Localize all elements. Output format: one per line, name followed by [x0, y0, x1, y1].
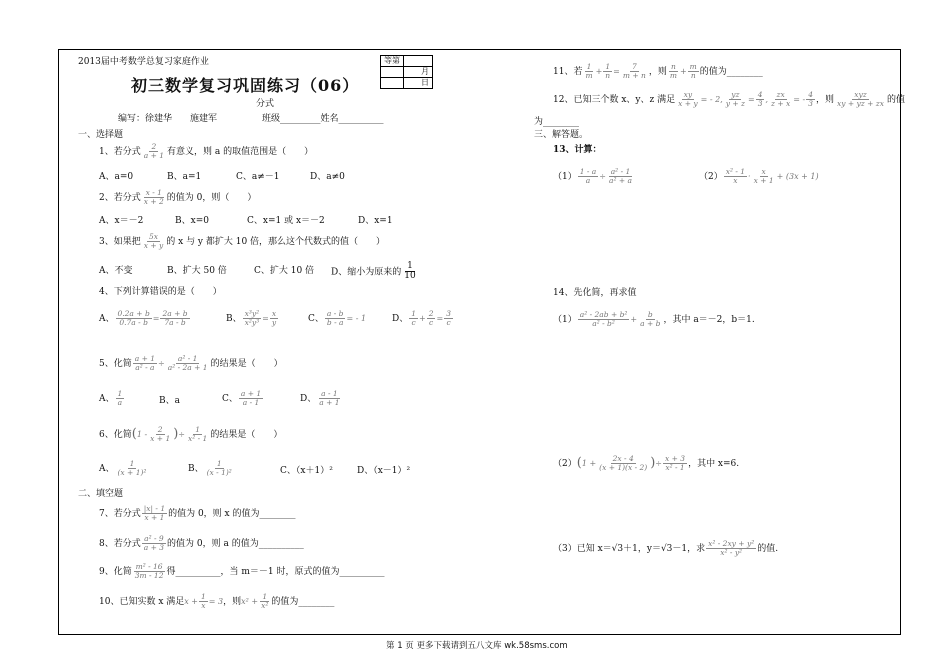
q7-n: |x| - 1 [143, 504, 166, 513]
day-cell [381, 78, 404, 89]
q5-option-c [222, 390, 264, 407]
q1-option-a: A、a=0 [99, 172, 134, 182]
q10-expr2-lead: x² + [241, 596, 259, 606]
q7-fraction [142, 505, 167, 522]
q12-n4: xyz [854, 90, 867, 99]
q5-d-frac [317, 390, 341, 407]
q14-p2-d2: x² - 1 [665, 462, 685, 472]
q10-frac2 [259, 593, 270, 610]
q11-d5: n [690, 70, 696, 80]
q4-b-n2: x [271, 309, 277, 318]
q3-option-a: A、不变 [99, 266, 133, 276]
q5-a-d: a [117, 397, 123, 407]
q14-p2-label: （2） [553, 458, 577, 469]
q5-d-label: D、 [300, 393, 317, 404]
q2-numerator: x - 1 [145, 188, 162, 197]
q11-frac5 [688, 63, 699, 80]
q12-r2n: 4 [757, 90, 763, 99]
q9-prefix: 9、化简 [99, 566, 132, 577]
q13-p1-label: （1） [553, 171, 577, 182]
q14-p3-label: （3）已知 x＝ [553, 543, 612, 554]
q6-suffix: 的结果是（ ） [210, 429, 283, 440]
q4-a-label: A、 [99, 313, 115, 324]
q11-n5: m [689, 62, 697, 71]
q4-d-frac3 [444, 310, 453, 327]
q12-frac4 [835, 91, 886, 108]
q14-p2-lead: 1 + [581, 458, 597, 468]
q13-part-1: （1） $\frac{1 - a}{a}$ ÷ $\frac{\text{a² - 1}}{\text{a² + a}}$ [553, 167, 632, 185]
q14-p2-suffix: ，其中 x=6. [688, 458, 740, 469]
q13-p2-label: （2） [699, 171, 723, 182]
q5-d-d: a + 1 [319, 397, 340, 407]
q14-part-3 [553, 540, 778, 557]
q6-b-frac [205, 460, 234, 477]
q3-d-denominator: 10 [404, 271, 416, 282]
q5-d2: a² - 2a + 1 [167, 362, 208, 372]
q5-c-n: a + 1 [240, 389, 262, 398]
q14-p2-n1: 2x - 4 [612, 454, 634, 463]
q5-option-b: B、a [159, 396, 180, 406]
question-12: 12、已知三个数 x、y、z 满足 $\frac{xy}{x + y}$ = - 2, $\frac{yz}{y + z}$ = $\frac{4}{3}$ , $\frac{zx}{z + x}$ = - $\frac{4}{3}$ ，则 xyz xy + yz + zx 的值 [553, 90, 905, 108]
q6-b-label: B、 [188, 463, 204, 474]
q10-n1: 1 [201, 592, 206, 601]
q3-suffix: 的 x 与 y 都扩大 10 倍，那么这个代数式的值（ ） [166, 236, 386, 247]
q13-p2-frac1 [724, 168, 747, 185]
q12-d3: z + x [771, 98, 791, 108]
q4-d-label: D、 [392, 313, 409, 324]
q6-a-label: A、 [99, 463, 115, 474]
q10-expr-tail: = 3 [208, 596, 224, 606]
grade-stamp-table [380, 55, 433, 89]
q1-prefix: 1、若分式 [99, 146, 141, 157]
question-5: 5、化简 $\frac{a + 1}{\text{a² - a}}$ ÷ $\frac{\text{a² - 1}}{\text{a² - 2a + 1}}$ 的结果是（ ） [99, 354, 283, 372]
q12-d4: xy + yz + zx [837, 98, 884, 108]
q12-mid: ，则 [815, 94, 834, 105]
q4-d-n1: 1 [411, 309, 416, 318]
q5-d-n: a - 1 [321, 389, 338, 398]
q10-prefix: 10、已知实数 x 满足 [99, 596, 185, 607]
q14-p3-frac [706, 540, 756, 557]
q12-r2d: 3 [757, 98, 763, 108]
question-9 [99, 563, 384, 580]
q10-suffix: 的值为________ [271, 596, 335, 607]
q3-numerator: 5x [148, 232, 158, 241]
q12-n1: xy [683, 90, 693, 99]
q5-a-frac [116, 390, 125, 407]
q4-a-n1: 0.2a + b [117, 309, 150, 318]
q5-c-label: C、 [222, 393, 238, 404]
q10-expr-lead: x + [184, 596, 199, 606]
q4-c-d1: b - a [326, 317, 344, 327]
q5-n2: a² - 1 [177, 354, 198, 363]
q6-n1: 2 [157, 425, 163, 434]
q12-d2: y + z [725, 98, 745, 108]
q11-d1: m [585, 70, 593, 80]
q6-d2: x² - 1 [188, 433, 208, 443]
q6-frac2 [186, 426, 209, 443]
q11-n2: 1 [605, 62, 611, 71]
q11-mid: ，则 [648, 66, 667, 77]
q1-option-b: B、a=1 [167, 172, 202, 182]
q14-p1-d2: a + b [640, 318, 661, 328]
q1-option-c: C、a≠－1 [236, 172, 280, 182]
q14-p3-n: x² - 2xy + y² [708, 539, 755, 548]
q4-d-n3: 3 [446, 309, 451, 318]
q5-n1: a + 1 [134, 354, 156, 363]
q4-a-d2: 7a - b [164, 317, 186, 327]
q12-frac3r [806, 91, 815, 108]
question-3 [99, 233, 385, 250]
question-6: 6、化简(1 - $\frac{2}{x + 1}$ )÷ $\frac{1}{\text{x² - 1}}$ 的结果是（ ） [99, 425, 283, 443]
byline: 编写：徐建华 施建军 班级_________姓名__________ [118, 114, 384, 124]
q8-prefix: 8、若分式 [99, 538, 141, 549]
q2-option-c: C、x=1 或 x＝－2 [247, 216, 325, 226]
q4-d-frac1 [409, 310, 418, 327]
q4-option-a: A、 $\frac{0.2a + b}{0.7a - b}$ = $\frac{2a + b}{7a - b}$ [99, 309, 188, 327]
q5-option-d [300, 390, 343, 407]
q6-option-c: C、（x＋1）² [280, 466, 333, 476]
q6-option-d: D、（x－1）² [357, 466, 411, 476]
q4-d-d2: c [428, 317, 434, 327]
q4-a-n2: 2a + b [162, 309, 188, 318]
q4-b-frac1 [243, 310, 261, 327]
q12-r1: = - 2, [700, 94, 723, 104]
q11-frac3 [621, 63, 648, 80]
question-14: 14、先化简，再求值 [553, 288, 637, 298]
question-11: 11、若 $\frac{1}{m}$ + $\frac{1}{n}$ = $\frac{7}{m + n}$ ，则 $\frac{n}{m}$ + $\frac{m}{n}$ 的值为________ [553, 62, 763, 80]
q8-fraction [142, 535, 166, 552]
q14-p1-frac1 [578, 311, 630, 328]
q4-option-c [308, 310, 366, 327]
q11-frac2 [603, 63, 612, 80]
q11-prefix: 11、若 [553, 66, 583, 77]
q6-frac1 [148, 426, 172, 443]
q4-d-d3: c [446, 317, 451, 327]
q11-frac1 [583, 63, 594, 80]
q12-prefix: 12、已知三个数 x、y、z 满足 [553, 94, 676, 105]
q4-c-frac [325, 310, 346, 327]
section-choice: 一、选择题 [78, 130, 124, 140]
q12-n2: yz [731, 90, 740, 99]
page-footer: 第 1 页 更多下载请到五八文库 wk.58sms.com [386, 641, 568, 651]
q10-d1: x [201, 600, 206, 610]
q14-p3-values: √3＋1，y＝√3－1，求 [611, 543, 706, 554]
question-10 [99, 593, 334, 610]
q12-frac2r [756, 91, 765, 108]
q14-p2-frac2 [663, 455, 687, 472]
q1-fraction [142, 143, 166, 160]
q2-option-a: A、x＝－2 [99, 216, 144, 226]
q5-frac2 [166, 355, 210, 372]
q9-suffix: 得__________，当 m＝－1 时，原式的值为__________ [166, 566, 385, 577]
day-label: 日 [404, 78, 433, 89]
q1-option-d: D、a≠0 [310, 172, 345, 182]
q4-b-d2: y [271, 317, 277, 327]
q7-d: x + 1 [144, 512, 165, 522]
q3-denominator: x + y [143, 240, 164, 250]
q7-suffix: 的值为 0，则 x 的值为________ [168, 508, 296, 519]
q14-p1-n1: a² - 2ab + b² [579, 310, 628, 319]
q1-suffix: 有意义，则 a 的取值范围是（ ） [167, 146, 314, 157]
q4-b-n1: x³y² [244, 309, 260, 318]
grade-label: 等第 [381, 56, 404, 67]
q8-suffix: 的值为 0，则 a 的值为__________ [167, 538, 304, 549]
q12-continuation: 为________ [534, 117, 580, 127]
q1-denominator: a + 1 [143, 150, 165, 160]
q5-c-d: a - 1 [242, 397, 260, 407]
page-title: 初三数学复习巩固练习（06） [131, 76, 360, 95]
question-1 [99, 143, 313, 160]
question-4: 4、下列计算错误的是（ ） [99, 287, 222, 297]
q4-b-frac2 [270, 310, 278, 327]
q14-p3-d: x² - y² [720, 547, 743, 557]
q13-p1-d1: a [585, 175, 591, 185]
q6-d1: x + 1 [150, 433, 171, 443]
q7-prefix: 7、若分式 [99, 508, 141, 519]
q13-p2-n1: x² - 1 [725, 167, 746, 176]
q10-n2: 1 [262, 592, 268, 601]
q4-b-label: B、 [226, 313, 242, 324]
q11-n3: 7 [631, 62, 637, 71]
q13-part-2: （2） $\frac{\text{x² - 1}}{x}$ · $\frac{x}{x + 1}$ + (3x + 1) [699, 167, 819, 185]
month-cell [381, 67, 404, 78]
section-fill: 二、填空题 [78, 489, 124, 499]
q4-a-frac2 [160, 310, 189, 327]
q14-part-1: （1） $\frac{\text{a² - 2ab + b²}}{\text{a² - b²}}$ + $\frac{b}{a + b}$ ，其中 a＝－2，b＝1. [553, 310, 755, 328]
q14-p1-n2: b [647, 310, 653, 319]
q9-n: m² - 16 [135, 562, 163, 571]
q5-a-label: A、 [99, 393, 115, 404]
question-7 [99, 505, 295, 522]
q14-p1-suffix: ，其中 a＝－2，b＝1. [663, 314, 755, 325]
q12-n3: zx [776, 90, 785, 99]
q13-p2-n2: x [761, 167, 766, 176]
q8-d: a + 3 [143, 542, 165, 552]
question-8 [99, 535, 304, 552]
q2-suffix: 的值为 0，则（ ） [166, 192, 257, 203]
q12-r3n: 4 [808, 90, 813, 99]
q6-option-b [188, 460, 235, 477]
q5-c-frac [239, 390, 263, 407]
month-label: 月 [404, 67, 433, 78]
q13-p2-d2: x + 1 [753, 175, 774, 185]
section-solve: 三、解答题。 [534, 130, 589, 140]
q2-denominator: x + 2 [143, 196, 164, 206]
q6-n2: 1 [195, 425, 201, 434]
q6-a-frac [116, 460, 149, 477]
q4-option-d: D、 $\frac{1}{c}$ + $\frac{2}{c}$ = $\frac{3}{c}$ [392, 309, 451, 327]
q14-p1-frac2 [638, 311, 662, 328]
q9-fraction [133, 563, 166, 580]
q4-a-d1: 0.7a - b [119, 317, 148, 327]
question-2 [99, 189, 256, 206]
q4-d-d1: c [411, 317, 416, 327]
q2-option-d: D、x=1 [358, 216, 393, 226]
q6-prefix: 6、化简 [99, 429, 132, 440]
q3-option-d [331, 262, 419, 282]
q3-option-d-fraction [402, 262, 417, 282]
q5-a-n: 1 [117, 389, 123, 398]
q5-prefix: 5、化简 [99, 358, 132, 369]
q14-part-2: （2）(1 + $\frac{2x - 4}{(x + 1)(x - 2)}$ )÷ $\frac{x + 3}{\text{x² - 1}}$ ，其中 x=6. [553, 454, 740, 472]
q3-option-d-text: D、缩小为原来的 [331, 267, 402, 278]
q9-d: 3m - 12 [134, 570, 164, 580]
grade-cell [404, 56, 433, 67]
q4-a-frac1 [116, 310, 152, 327]
q13-p2-frac2 [752, 168, 776, 185]
q13-p1-n2: a² - 1 [610, 167, 631, 176]
q3-option-b: B、扩大 50 倍 [167, 266, 227, 276]
q11-n1: 1 [586, 62, 592, 71]
q4-c-label: C、 [308, 313, 324, 324]
q10-mid: ，则 [223, 596, 242, 607]
q8-n: a² - 9 [144, 534, 164, 543]
q6-b-d: (x - 1)² [206, 467, 232, 477]
q12-frac1 [676, 91, 700, 108]
q3-d-numerator: 1 [407, 261, 413, 271]
q12-frac2 [724, 91, 747, 108]
q13-p2-tail: + (3x + 1) [776, 171, 819, 181]
q5-frac1 [133, 355, 157, 372]
q10-d2: x² [261, 600, 269, 610]
q13-p2-d1: x [733, 175, 738, 185]
q13-p1-frac2 [607, 168, 634, 185]
q12-frac3 [769, 91, 792, 108]
q4-option-b: B、 $\frac{\text{x³y²}}{\text{x²y³}}$ = $\frac{x}{y}$ [226, 309, 277, 327]
q4-c-rhs: = - 1 [346, 313, 367, 323]
q11-suffix: 的值为________ [699, 66, 763, 77]
q11-frac4 [668, 63, 679, 80]
q4-d-frac2 [427, 310, 436, 327]
q3-option-c: C、扩大 10 倍 [254, 266, 315, 276]
topic-label: 分式 [256, 99, 275, 109]
q6-option-a [99, 460, 149, 477]
q3-prefix: 3、如果把 [99, 236, 141, 247]
q10-frac1 [199, 593, 208, 610]
q5-option-a [99, 390, 125, 407]
q2-option-b: B、x=0 [175, 216, 209, 226]
q13-p1-n1: 1 - a [579, 167, 597, 176]
q12-r3d: 3 [808, 98, 813, 108]
q4-b-d1: x²y³ [244, 317, 260, 327]
q6-inner-lead: 1 - [136, 429, 148, 439]
series-label: 2013届中考数学总复习家庭作业 [78, 57, 209, 67]
q4-d-n2: 2 [428, 309, 434, 318]
q4-c-n1: a - b [326, 309, 344, 318]
q5-suffix: 的结果是（ ） [210, 358, 283, 369]
q14-p1-label: （1） [553, 314, 577, 325]
q6-a-n: 1 [129, 459, 135, 468]
q11-n4: n [670, 62, 676, 71]
q5-d1: a² - a [135, 362, 155, 372]
q14-p2-frac1 [597, 455, 649, 472]
q2-fraction [142, 189, 166, 206]
q11-d2: n [605, 70, 611, 80]
q13-p1-d2: a² + a [608, 175, 632, 185]
q11-d3: m + n [622, 70, 646, 80]
q14-p2-n2: x + 3 [665, 454, 686, 463]
q12-d1: x + y [678, 98, 698, 108]
q1-numerator: 2 [151, 142, 157, 151]
question-13: 13、计算： [553, 145, 602, 155]
q6-a-d: (x + 1)² [117, 467, 147, 477]
q14-p3-suffix: 的值. [757, 543, 779, 554]
q12-suffix: 的值 [886, 94, 905, 105]
q14-p2-d1: (x + 1)(x - 2) [599, 462, 648, 472]
q14-p1-d1: a² - b² [592, 318, 615, 328]
q11-d4: m [669, 70, 677, 80]
q2-prefix: 2、若分式 [99, 192, 141, 203]
q3-fraction [142, 233, 166, 250]
q13-p1-frac1 [578, 168, 599, 185]
q6-b-n: 1 [216, 459, 222, 468]
